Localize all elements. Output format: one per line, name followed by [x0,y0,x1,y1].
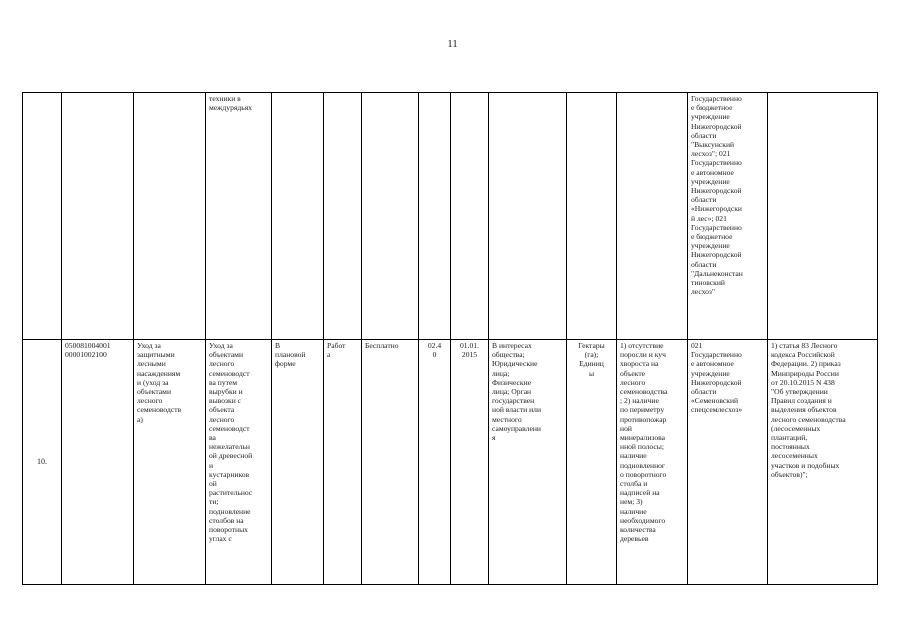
cell-consumers [489,93,567,340]
cell-units [567,93,617,340]
cell-service-name [134,93,206,340]
cell-registry-code [62,93,134,340]
cell-institutions: Государственно е бюджетное учреждение Нижегородской области "Выксунский лесхоз"; 021 Государственно е автономное учреждение Нижегородской области «Нижегородски й лес»; 021 Государственно е бюджетное учреждение Нижегородской области "Дальнеконстан тиновский лесхоз" [688,93,768,340]
cell-content: техники в междурядьях [206,93,272,340]
cell-institutions: 021 Государственно е автономное учреждение Нижегородской области «Семеновский спецсемлесхоз» [688,340,768,585]
cell-okved [419,93,451,340]
cell-number [23,93,62,340]
cell-quality [617,93,688,340]
cell-type [324,93,362,340]
cell-consumers: В интересах общества; Юридические лица; Физические лица; Орган государствен ной власти или местного самоуправлени я [489,340,567,585]
cell-payment [362,93,419,340]
cell-legal-basis: 1) статья 83 Лесного кодекса Российской Федерации. 2) приказ Минприроды России от 20.10.2015 N 438 "Об утверждении Правил создания и выделения объектов лесного семеноводства (лесосеменных плантаций, постоянных лесосеменных участков и подобных объектов)"; [768,340,878,585]
cell-service-name: Уход за защитными лесными насаждениям и (уход за объектами лесного семеноводств а) [134,340,206,585]
cell-legal-basis [768,93,878,340]
cell-units: Гектары (га); Единиц ы [567,340,617,585]
table-row [23,340,878,585]
cell-date: 01.01. 2015 [451,340,489,585]
cell-quality: 1) отсутствие поросли и куч хвороста на объекте лесного семеноводства ; 2) наличие по периметру противопожар ной минерализова нной полосы; наличие подновленног о поворотного столба и надписей на нем; 3) наличие необходимого количества деревьев [617,340,688,585]
table-row [23,93,878,340]
cell-number: 10. [23,340,62,585]
cell-content: Уход за объектами лесного семеноводст ва путем вырубки и вывозки с объекта лесного семеноводст ва нежелательн ой древесной и кустарников ой растительнос ти; подновление столбов на поворотных углах с [206,340,272,585]
cell-okved: 02.4 0 [419,340,451,585]
cell-date [451,93,489,340]
cell-type: Работ а [324,340,362,585]
cell-payment: Бесплатно [362,340,419,585]
cell-form [272,93,324,340]
page-number: 11 [447,38,458,50]
services-table [22,92,878,585]
cell-form: В плановой форме [272,340,324,585]
cell-registry-code: 050081004001 00001002100 [62,340,134,585]
